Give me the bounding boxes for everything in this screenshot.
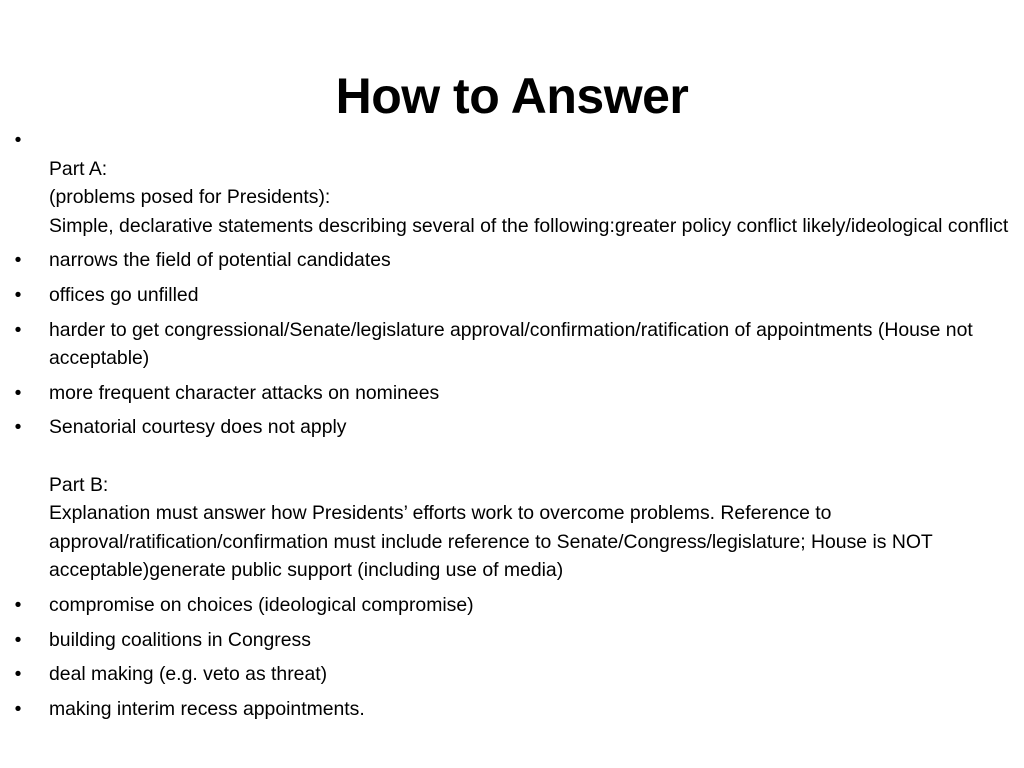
bullet-item: [12, 126, 1010, 240]
bullet-text: compromise on choices (ideological compromise): [49, 593, 474, 616]
bullet-item: [12, 281, 1010, 310]
bullet-item: [12, 591, 1010, 620]
bullet-item: [12, 413, 1010, 585]
bullet-dot: •: [14, 593, 22, 616]
bullet-text: Explanation must answer how Presidents’ efforts work to overcome problems. Reference to approval/ratification/confirmation must include reference to Senate/Congress/legislature; House is NOT acceptable)generate public support (including use of media): [49, 502, 933, 582]
bullet-text: making interim recess appointments.: [49, 697, 365, 720]
slide-title: How to Answer: [335, 68, 689, 124]
bullet-text: deal making (e.g. veto as threat): [49, 663, 328, 686]
bullet-dot: •: [14, 249, 22, 272]
bullet-text: more frequent character attacks on nominees: [49, 381, 440, 404]
bullet-text: harder to get congressional/Senate/legislature approval/confirmation/ratification of appointments (House not acceptable): [49, 318, 973, 370]
bullet-text: Part B:: [49, 473, 109, 496]
bullet-item: [12, 660, 1010, 689]
bullet-item: [12, 246, 1010, 275]
bullet-dot: •: [14, 416, 22, 439]
bullet-dot: •: [14, 318, 22, 341]
bullet-text: (problems posed for Presidents):: [49, 186, 331, 209]
bullet-text: offices go unfilled: [49, 283, 199, 306]
bullet-dot: •: [14, 129, 22, 151]
blank-line: [49, 442, 1010, 471]
bullet-dot: •: [14, 628, 22, 651]
blank-line: [49, 126, 1010, 155]
bullet-dot: •: [14, 663, 22, 686]
bullet-item: [12, 379, 1010, 408]
bullet-text: building coalitions in Congress: [49, 628, 311, 651]
bullet-item: [12, 316, 1010, 373]
bullet-dot: •: [14, 283, 22, 306]
bullet-text: Senatorial courtesy does not apply: [49, 416, 347, 439]
bullet-dot: •: [14, 381, 22, 404]
bullet-list: [12, 126, 1010, 723]
bullet-item: [12, 626, 1010, 655]
bullet-text: Part A:: [49, 157, 108, 180]
bullet-dot: •: [14, 697, 22, 720]
bullet-text: Simple, declarative statements describing several of the following:greater policy conflict likely/ideological conflict: [49, 214, 1009, 237]
bullet-item: [12, 695, 1010, 724]
bullet-text: narrows the field of potential candidates: [49, 249, 391, 272]
